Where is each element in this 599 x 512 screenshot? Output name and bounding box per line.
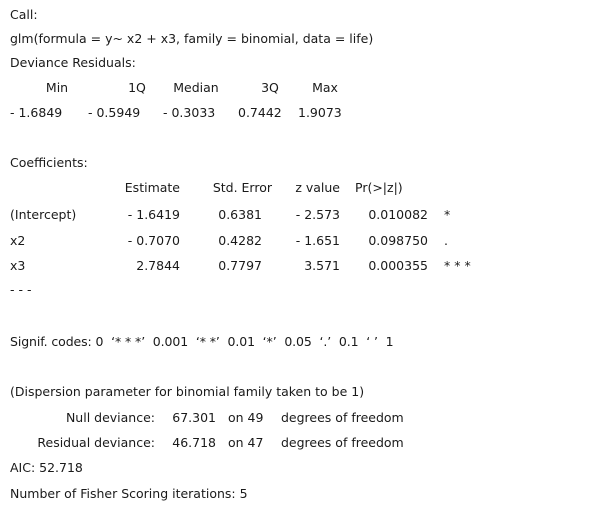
coef-col-z-value: z value [295, 180, 340, 195]
residual-deviance-suffix: degrees of freedom [281, 435, 404, 450]
coef-z-value: - 1.651 [295, 233, 340, 248]
coef-estimate: - 0.7070 [127, 233, 180, 248]
call-heading: Call: [10, 7, 38, 22]
residuals-col-1q: 1Q [128, 80, 146, 95]
coef-std-error: 0.7797 [218, 258, 262, 273]
residuals-value-median: - 0.3033 [163, 105, 216, 120]
coef-term: (Intercept) [10, 207, 77, 222]
residuals-value-min: - 1.6849 [10, 105, 63, 120]
aic-value: AIC: 52.718 [10, 460, 83, 475]
coef-std-error: 0.6381 [218, 207, 262, 222]
residuals-value-1q: - 0.5949 [88, 105, 141, 120]
residual-deviance-label: Residual deviance: [37, 435, 155, 450]
coef-p-value: 0.098750 [368, 233, 428, 248]
coef-term: x2 [10, 233, 26, 248]
null-deviance-suffix: degrees of freedom [281, 410, 404, 425]
coef-estimate: 2.7844 [136, 258, 180, 273]
coef-col-estimate: Estimate [124, 180, 180, 195]
coef-signif: . [444, 233, 448, 248]
residuals-col-median: Median [173, 80, 219, 95]
coef-z-value: 3.571 [304, 258, 340, 273]
dispersion-note: (Dispersion parameter for binomial family taken to be 1) [10, 384, 365, 399]
signif-codes: Signif. codes: 0 ‘* * *’ 0.001 ‘* *’ 0.01 ‘*’ 0.05 ‘.’ 0.1 ‘ ’ 1 [10, 334, 394, 349]
residuals-col-max: Max [312, 80, 338, 95]
residual-deviance-value: 46.718 [172, 435, 216, 450]
residuals-col-3q: 3Q [261, 80, 279, 95]
coef-col-std-error: Std. Error [212, 180, 272, 195]
coefficients-separator: - - - [10, 282, 32, 297]
null-deviance-value: 67.301 [172, 410, 216, 425]
coefficients-heading: Coefficients: [10, 155, 88, 170]
residual-deviance-df: on 47 [228, 435, 264, 450]
coef-signif: * [444, 207, 451, 222]
null-deviance-label: Null deviance: [65, 410, 155, 425]
coef-col-p-value: Pr(>|z|) [355, 180, 403, 195]
fisher-scoring-iterations: Number of Fisher Scoring iterations: 5 [10, 486, 248, 501]
null-deviance-df: on 49 [228, 410, 264, 425]
coef-term: x3 [10, 258, 26, 273]
deviance-residuals-heading: Deviance Residuals: [10, 55, 136, 70]
coef-std-error: 0.4282 [218, 233, 262, 248]
coef-p-value: 0.010082 [368, 207, 428, 222]
residuals-value-3q: 0.7442 [238, 105, 282, 120]
call-formula: glm(formula = y~ x2 + x3, family = binomial, data = life) [10, 31, 374, 46]
coef-signif: * * * [444, 258, 471, 273]
coef-z-value: - 2.573 [295, 207, 340, 222]
residuals-value-max: 1.9073 [298, 105, 342, 120]
coef-p-value: 0.000355 [368, 258, 428, 273]
coef-estimate: - 1.6419 [127, 207, 180, 222]
residuals-col-min: Min [45, 80, 69, 95]
